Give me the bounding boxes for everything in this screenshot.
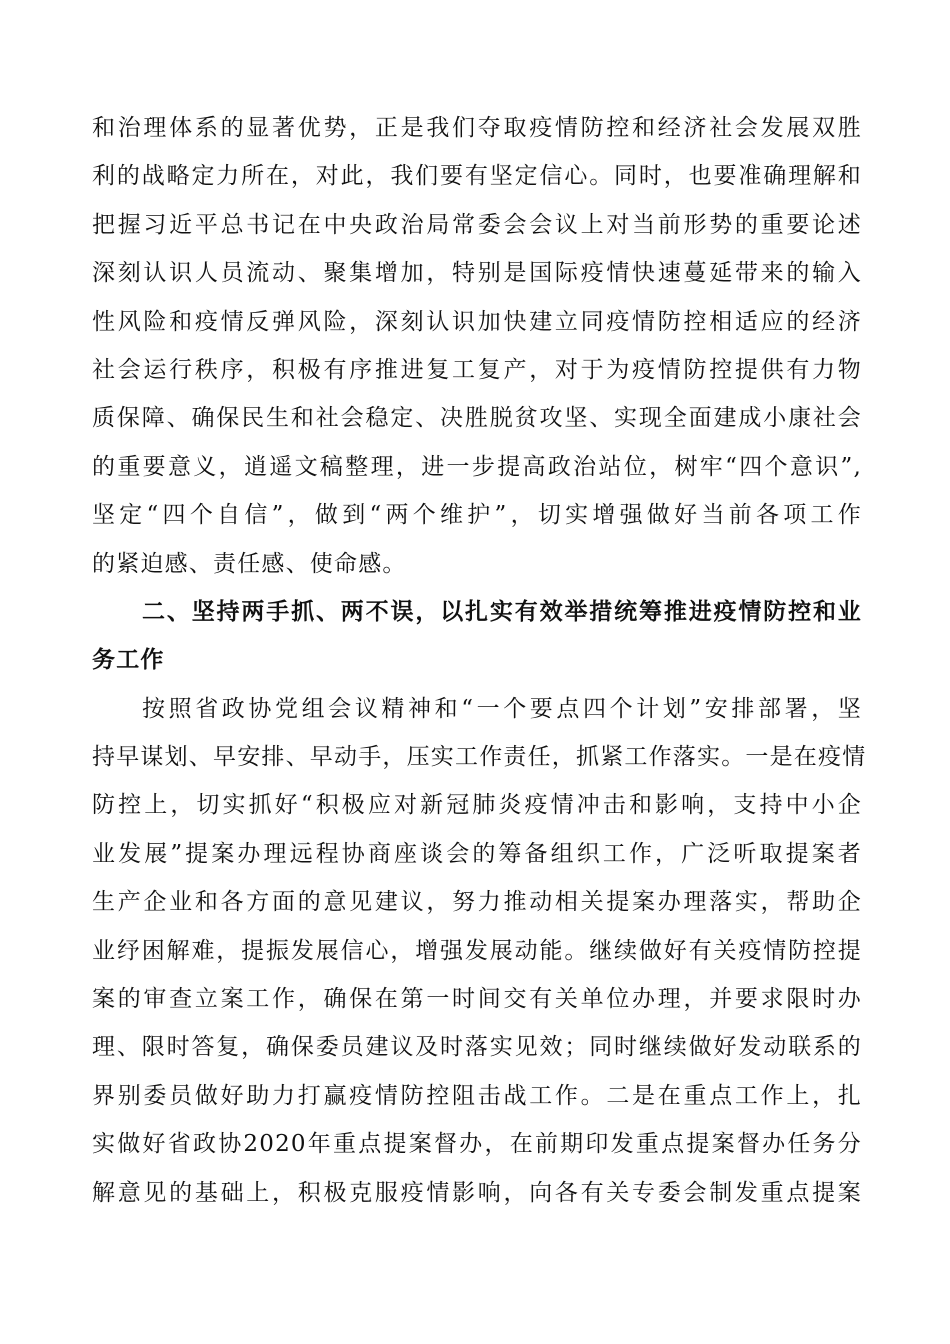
text-line: 质保障、确保民生和社会稳定、决胜脱贫攻坚、实现全面建成小康社会 <box>92 405 862 432</box>
text-line: 深刻认识人员流动、聚集增加，特别是国际疫情快速蔓延带来的输入 <box>92 260 862 287</box>
section-heading: 务工作 <box>92 647 165 674</box>
section-heading: 二、坚持两手抓、两不误，以扎实有效举措统筹推进疫情防控和业 <box>142 598 862 625</box>
text-line: 把握习近平总书记在中央政治局常委会会议上对当前形势的重要论述 <box>92 211 862 238</box>
text-line: 的紧迫感、责任感、使命感。 <box>92 550 407 577</box>
text-line: 理、限时答复，确保委员建议及时落实见效；同时继续做好发动联系的 <box>92 1034 862 1061</box>
text-line: 利的战略定力所在，对此，我们要有坚定信心。同时，也要准确理解和 <box>92 163 862 190</box>
text-line: 界别委员做好助力打赢疫情防控阻击战工作。二是在重点工作上，扎 <box>92 1082 862 1109</box>
text-line: 业纾困解难，提振发展信心，增强发展动能。继续做好有关疫情防控提 <box>92 937 862 964</box>
text-line: 业发展”提案办理远程协商座谈会的筹备组织工作，广泛听取提案者 <box>92 840 862 867</box>
text-line: 持早谋划、早安排、早动手，压实工作责任，抓紧工作落实。一是在疫情 <box>92 744 867 771</box>
document-body <box>92 104 867 1217</box>
text-line: 坚定“四个自信”，做到“两个维护”，切实增强做好当前各项工作 <box>92 502 862 529</box>
text-line: 防控上，切实抓好“积极应对新冠肺炎疫情冲击和影响，支持中小企 <box>92 792 862 819</box>
text-line: 案的审查立案工作，确保在第一时间交有关单位办理，并要求限时办 <box>92 986 862 1013</box>
text-line: 实做好省政协2020年重点提案督办，在前期印发重点提案督办任务分 <box>92 1131 862 1158</box>
text-line: 性风险和疫情反弹风险，深刻认识加快建立同疫情防控相适应的经济 <box>92 308 862 335</box>
text-line: 社会运行秩序，积极有序推进复工复产，对于为疫情防控提供有力物 <box>92 356 862 383</box>
text-line: 和治理体系的显著优势，正是我们夺取疫情防控和经济社会发展双胜 <box>92 115 862 141</box>
text-line: 按照省政协党组会议精神和“一个要点四个计划”安排部署，坚 <box>142 695 862 722</box>
text-line: 生产企业和各方面的意见建议，努力推动相关提案办理落实，帮助企 <box>92 889 862 916</box>
text-line: 解意见的基础上，积极克服疫情影响，向各有关专委会制发重点提案 <box>92 1179 862 1206</box>
text-line: 的重要意义，逍遥文稿整理，进一步提高政治站位，树牢“四个意识”, <box>92 453 862 480</box>
